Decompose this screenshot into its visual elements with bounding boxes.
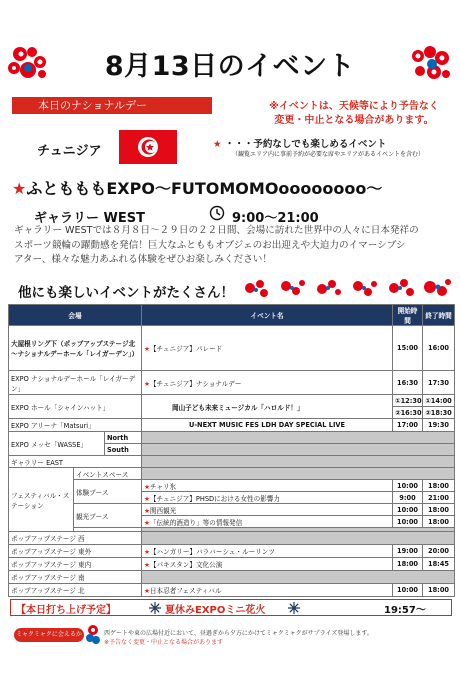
star-icon: ★ bbox=[144, 506, 150, 515]
tunisia-flag-icon bbox=[119, 130, 177, 164]
table-row bbox=[9, 395, 455, 407]
table-row bbox=[9, 456, 455, 468]
venue-cell: EXPO アリーナ「Matsuri」 bbox=[9, 419, 142, 432]
star-icon: ★ bbox=[144, 482, 150, 491]
featured-time: 9:00～21:00 bbox=[232, 211, 319, 226]
venue-cell: フェスティバル・ステーション bbox=[9, 468, 74, 532]
event-name: 【パキスタン】文化公演 bbox=[149, 561, 223, 569]
star-icon: ★ bbox=[144, 518, 150, 527]
national-day-label: 本日のナショナルデー bbox=[12, 97, 212, 114]
end-time: 18:00 bbox=[423, 584, 455, 597]
header-venue: 会場 bbox=[9, 305, 142, 326]
table-row bbox=[9, 371, 455, 395]
event-cell bbox=[142, 480, 393, 492]
end-time: 16:00 bbox=[423, 326, 455, 371]
event-name: 【ハンガリー】バラバーシュ・ルーリンツ bbox=[149, 548, 275, 556]
table-row bbox=[9, 545, 455, 558]
venue-cell: ギャラリー EAST bbox=[9, 456, 142, 468]
empty-cell bbox=[142, 432, 455, 444]
event-schedule-table bbox=[8, 304, 455, 597]
star-icon: ★ bbox=[144, 587, 150, 595]
start-time: 18:00 bbox=[393, 558, 423, 571]
event-name: 「伝統的酒造り」等の情報発信 bbox=[149, 518, 243, 527]
table-row bbox=[9, 532, 455, 545]
table-row bbox=[9, 504, 455, 516]
event-name: 岡山子ども未来ミュージカル「ハロルド！」 bbox=[142, 395, 393, 419]
end-time: 17:30 bbox=[423, 371, 455, 395]
notice-line-2: 変更・中止となる場合があります。 bbox=[274, 115, 434, 126]
star-icon: ★ bbox=[144, 548, 150, 556]
header-event: イベント名 bbox=[142, 305, 393, 326]
fireworks-time: 19:57～ bbox=[384, 605, 426, 616]
legend-text: ・・・予約なしでも楽しめるイベント bbox=[224, 139, 387, 150]
table-row bbox=[9, 558, 455, 571]
event-name: 【チュニジア】PHSDにおける女性の影響力 bbox=[149, 494, 281, 503]
footer-note: 西ゲートや東の広場付近において、昼過ぎから夕方にかけてミャクミャクがサプライズ登場します。 bbox=[104, 630, 373, 637]
end-time: 19:30 bbox=[423, 419, 455, 432]
end-time: 21:00 bbox=[423, 492, 455, 504]
firework-icon bbox=[148, 601, 162, 615]
venue-cell: EXPO ナショナルデーホール「レイガーデン」 bbox=[9, 371, 142, 395]
table-row bbox=[9, 584, 455, 597]
event-cell bbox=[142, 516, 393, 528]
venue-cell: EXPO メッセ「WASSE」 bbox=[9, 432, 105, 456]
empty-cell bbox=[142, 444, 455, 456]
area-cell: イベントスペース bbox=[74, 468, 142, 480]
end-time: 18:00 bbox=[423, 516, 455, 528]
start-time: 15:00 bbox=[393, 326, 423, 371]
footer-warning: ※予告なく変更・中止となる場合があります bbox=[104, 639, 224, 646]
empty-cell bbox=[142, 468, 455, 480]
area-cell: 観光ブース bbox=[74, 504, 142, 528]
clock-icon bbox=[209, 205, 225, 221]
star-icon: ★ bbox=[144, 379, 150, 388]
legend bbox=[213, 136, 386, 150]
empty-cell bbox=[142, 571, 455, 584]
start-time: 9:00 bbox=[393, 492, 423, 504]
firework-icon bbox=[287, 601, 301, 615]
event-name: 【チュニジア】パレード bbox=[149, 345, 223, 353]
venue-cell: ポップアップステージ 北 bbox=[9, 584, 142, 597]
end-time: 18:45 bbox=[423, 558, 455, 571]
end-time: ①14:00 bbox=[423, 395, 455, 407]
description-line: アター、様々な魅力あふれる体験をぜひお楽しみください！ bbox=[14, 254, 272, 265]
table-row bbox=[9, 468, 455, 480]
featured-event-name: ふともももEXPO～FUTOMOMOoooooooo～ bbox=[26, 179, 383, 198]
event-cell bbox=[142, 558, 393, 571]
table-row bbox=[9, 432, 455, 444]
start-time: 19:00 bbox=[393, 545, 423, 558]
mascot-decoration-strip bbox=[240, 276, 455, 300]
table-row bbox=[9, 571, 455, 584]
description-line: スポーツ競輪の躍動感を発信！巨大なふとももオブジェのお出迎えや大迫力のイマーシブシ bbox=[14, 239, 406, 251]
end-time: 18:00 bbox=[423, 504, 455, 516]
star-icon: ★ bbox=[144, 494, 150, 503]
sub-venue-north: North bbox=[105, 432, 142, 444]
table-row bbox=[9, 480, 455, 492]
event-cell bbox=[142, 492, 393, 504]
venue-cell: ポップアップステージ 西 bbox=[9, 532, 142, 545]
event-name: 関西観光 bbox=[149, 506, 177, 515]
section-heading: 他にも楽しいイベントがたくさん！ bbox=[18, 285, 234, 301]
start-time: ①12:30 bbox=[393, 395, 423, 407]
end-time: ②18:30 bbox=[423, 407, 455, 419]
myakumyaku-badge: ミャクミャクに会えるかも!! bbox=[14, 628, 84, 642]
featured-description bbox=[14, 224, 450, 268]
venue-cell: ポップアップステージ 東内 bbox=[9, 558, 142, 571]
star-icon: ★ bbox=[144, 345, 150, 353]
event-cell bbox=[142, 545, 393, 558]
star-icon: ★ bbox=[12, 179, 27, 198]
table-row bbox=[9, 326, 455, 371]
change-notice bbox=[256, 100, 452, 128]
header-start: 開始時間 bbox=[393, 305, 423, 326]
star-icon: ★ bbox=[144, 561, 150, 569]
end-time: 20:00 bbox=[423, 545, 455, 558]
start-time: 10:00 bbox=[393, 480, 423, 492]
legend-subnote: （観覧エリア内に事前予約が必要な席やエリアがあるイベントを含む） bbox=[232, 151, 425, 158]
event-name: チャリ氷 bbox=[149, 482, 177, 491]
end-time: 18:00 bbox=[423, 480, 455, 492]
national-day-country: チュニジア bbox=[37, 144, 102, 159]
event-name: 【チュニジア】ナショナルデー bbox=[149, 379, 242, 388]
start-time: 10:00 bbox=[393, 584, 423, 597]
event-name: 日本忍者フェスティバル bbox=[149, 587, 222, 595]
description-line: ギャラリー WESTでは８月８日～２９日の２２日間、会場に訪れた世界中の人々に日本発祥の bbox=[14, 225, 419, 236]
start-time: 17:00 bbox=[393, 419, 423, 432]
header-end: 終了時間 bbox=[423, 305, 455, 326]
event-cell bbox=[142, 326, 393, 371]
start-time: 10:00 bbox=[393, 504, 423, 516]
sub-venue-south: South bbox=[105, 444, 142, 456]
featured-event-title bbox=[12, 176, 382, 199]
table-row bbox=[9, 419, 455, 432]
page-title: 8月13日のイベント bbox=[104, 51, 356, 82]
fireworks-label: 【本日打ち上げ予定】 bbox=[16, 605, 116, 616]
event-name: U-NEXT MUSIC FES LDH DAY SPECIAL LIVE bbox=[142, 419, 393, 432]
empty-cell bbox=[142, 532, 455, 545]
venue-cell: ポップアップステージ 東外 bbox=[9, 545, 142, 558]
venue-cell: ポップアップステージ 南 bbox=[9, 571, 142, 584]
event-cell bbox=[142, 371, 393, 395]
fireworks-title: 夏休みEXPOミニ花火 bbox=[165, 605, 266, 616]
notice-line-1: ※イベントは、天候等により予告なく bbox=[269, 101, 439, 112]
event-cell bbox=[142, 504, 393, 516]
empty-cell bbox=[142, 456, 455, 468]
featured-venue: ギャラリー WEST bbox=[34, 211, 145, 226]
mascot-icon bbox=[84, 624, 102, 646]
start-time: 16:30 bbox=[393, 371, 423, 395]
venue-cell: 大屋根リング下（ポップアップステージ北～ナショナルデーホール「レイガーデン」） bbox=[9, 326, 142, 371]
star-icon: ★ bbox=[213, 139, 222, 150]
venue-cell: EXPO ホール「シャインハット」 bbox=[9, 395, 142, 419]
start-time: 10:00 bbox=[393, 516, 423, 528]
event-cell bbox=[142, 584, 393, 597]
area-cell: 体験ブース bbox=[74, 480, 142, 504]
start-time: ②16:30 bbox=[393, 407, 423, 419]
